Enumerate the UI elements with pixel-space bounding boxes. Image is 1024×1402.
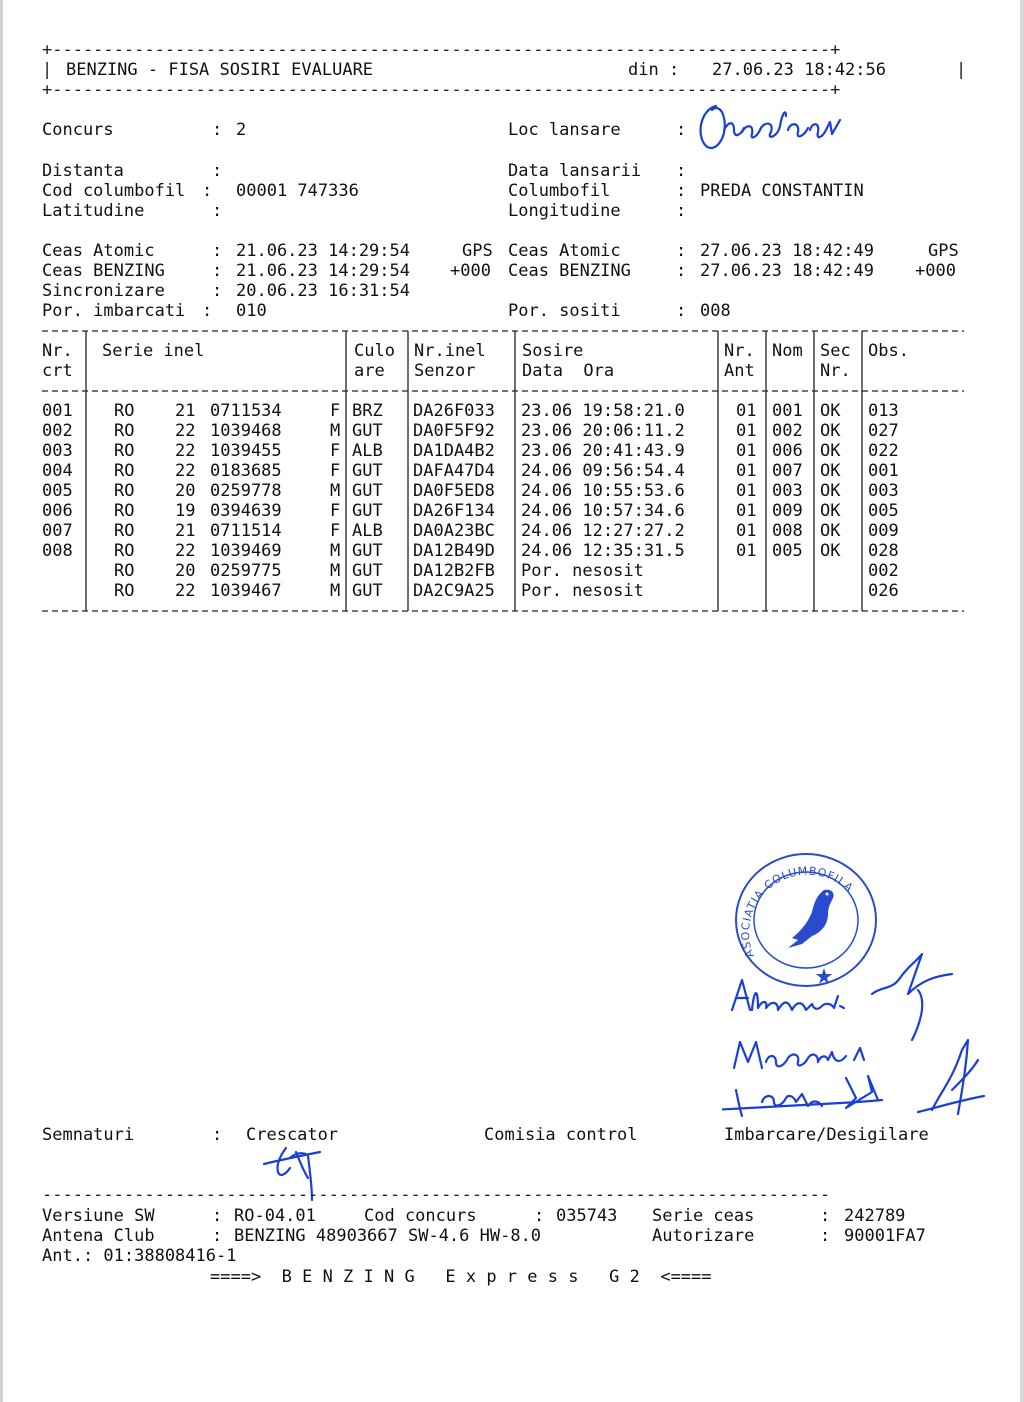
header-bottom-rule: +----------------------------------------------------------------------------+ — [42, 80, 841, 100]
row-arrival: 24.06 12:27:27.2 — [521, 521, 685, 541]
row-nom: 008 — [772, 521, 803, 541]
ceas-benzing-value-2: 27.06.23 18:42:49 — [700, 261, 874, 281]
row-sec: OK — [820, 541, 841, 561]
row-sensor: DA2C9A25 — [413, 581, 495, 601]
row-color: GUT — [352, 481, 383, 501]
header-top-rule: +----------------------------------------------------------------------------+ — [42, 40, 841, 60]
header-serie-inel: Serie inel — [102, 341, 205, 361]
serie-ceas-colon: : — [820, 1206, 831, 1226]
versiune-sw-colon: : — [212, 1206, 223, 1226]
row-color: GUT — [352, 541, 383, 561]
row-country: RO — [114, 521, 135, 541]
autorizare-value: 90001FA7 — [844, 1226, 926, 1246]
row-sex: M — [330, 561, 341, 581]
row-year: 21 — [175, 401, 196, 421]
cod-concurs-value: 035743 — [556, 1206, 618, 1226]
loc-lansare-label: Loc lansare — [508, 120, 621, 140]
loc-lansare-colon: : — [676, 120, 687, 140]
row-color: GUT — [352, 461, 383, 481]
row-nom: 006 — [772, 441, 803, 461]
row-antenna: 01 — [736, 401, 757, 421]
row-nom: 002 — [772, 421, 803, 441]
row-color: GUT — [352, 421, 383, 441]
row-antenna: 01 — [736, 481, 757, 501]
semnaturi-label: Semnaturi — [42, 1125, 135, 1145]
row-antenna: 01 — [736, 421, 757, 441]
ceas-atomic-value-1: 21.06.23 14:29:54 — [236, 241, 410, 261]
row-country: RO — [114, 421, 135, 441]
ceas-benzing-offset-2: +000 — [915, 261, 956, 281]
header-nr-2: crt — [42, 361, 73, 381]
row-sec: OK — [820, 401, 841, 421]
row-country: RO — [114, 461, 135, 481]
row-year: 22 — [175, 461, 196, 481]
header-culoare-2: are — [354, 361, 385, 381]
date-label: din : — [628, 60, 680, 80]
header-sosire-1: Sosire — [522, 341, 584, 361]
row-sex: F — [330, 521, 341, 541]
row-sensor: DA0F5ED8 — [413, 481, 495, 501]
row-country: RO — [114, 401, 135, 421]
row-ring-number: 1039467 — [210, 581, 282, 601]
row-arrival: Por. nesosit — [521, 581, 644, 601]
row-sex: F — [330, 461, 341, 481]
cod-concurs-label: Cod concurs — [364, 1206, 477, 1226]
por-sositi-label: Por. sositi — [508, 301, 621, 321]
row-obs: 003 — [868, 481, 899, 501]
longitudine-label: Longitudine — [508, 201, 621, 221]
row-nr: 005 — [42, 481, 73, 501]
sincronizare-colon: : — [212, 281, 223, 301]
date-value: 27.06.23 18:42:56 — [712, 60, 886, 80]
antena-club-value: BENZING 48903667 SW-4.6 HW-8.0 — [234, 1226, 542, 1246]
row-sensor: DA0F5F92 — [413, 421, 495, 441]
row-arrival: 23.06 20:41:43.9 — [521, 441, 685, 461]
row-country: RO — [114, 481, 135, 501]
row-year: 22 — [175, 421, 196, 441]
antena-club-colon: : — [212, 1226, 223, 1246]
row-ring-number: 0183685 — [210, 461, 282, 481]
autorizare-label: Autorizare — [652, 1226, 755, 1246]
stamp-text: ASOCIATIA COLUMBOFILA — [738, 864, 857, 960]
row-obs: 026 — [868, 581, 899, 601]
row-ring-number: 0259775 — [210, 561, 282, 581]
row-year: 22 — [175, 441, 196, 461]
versiune-sw-label: Versiune SW — [42, 1206, 155, 1226]
row-nom: 007 — [772, 461, 803, 481]
concurs-value: 2 — [236, 120, 247, 140]
row-obs: 005 — [868, 501, 899, 521]
loc-lansare-handwriting — [694, 100, 854, 154]
scan-edge-right — [1020, 0, 1024, 1402]
latitudine-label: Latitudine — [42, 201, 145, 221]
crescator-label: Crescator — [246, 1125, 339, 1145]
row-arrival: 24.06 10:57:34.6 — [521, 501, 685, 521]
row-sex: M — [330, 421, 341, 441]
ceas-atomic-colon-1: : — [212, 241, 223, 261]
header-nom: Nom — [772, 341, 803, 361]
row-obs: 009 — [868, 521, 899, 541]
row-arrival: 24.06 10:55:53.6 — [521, 481, 685, 501]
data-lansarii-label: Data lansarii — [508, 161, 642, 181]
row-year: 19 — [175, 501, 196, 521]
row-nom: 001 — [772, 401, 803, 421]
row-antenna: 01 — [736, 501, 757, 521]
row-obs: 002 — [868, 561, 899, 581]
row-sex: F — [330, 501, 341, 521]
row-sex: F — [330, 401, 341, 421]
row-nr: 003 — [42, 441, 73, 461]
ceas-benzing-offset-1: +000 — [450, 261, 491, 281]
header-sec-2: Nr. — [820, 361, 851, 381]
row-ring-number: 0394639 — [210, 501, 282, 521]
ceas-benzing-colon-1: : — [212, 261, 223, 281]
latitudine-colon: : — [212, 201, 223, 221]
row-nr: 008 — [42, 541, 73, 561]
por-imbarcati-label: Por. imbarcati — [42, 301, 186, 321]
commission-signatures — [722, 930, 992, 1130]
row-nom: 003 — [772, 481, 803, 501]
row-sex: M — [330, 481, 341, 501]
row-year: 20 — [175, 561, 196, 581]
row-sensor: DA12B2FB — [413, 561, 495, 581]
row-ring-number: 0711534 — [210, 401, 282, 421]
row-year: 22 — [175, 541, 196, 561]
row-country: RO — [114, 501, 135, 521]
row-sec: OK — [820, 421, 841, 441]
row-nom: 009 — [772, 501, 803, 521]
cod-concurs-colon: : — [534, 1206, 545, 1226]
row-antenna: 01 — [736, 441, 757, 461]
header-nr-1: Nr. — [42, 341, 73, 361]
row-arrival: 24.06 09:56:54.4 — [521, 461, 685, 481]
row-color: GUT — [352, 501, 383, 521]
row-sec: OK — [820, 481, 841, 501]
comisia-control-label: Comisia control — [484, 1125, 638, 1145]
columbofil-label: Columbofil — [508, 181, 611, 201]
header-senzor-1: Nr.inel — [414, 341, 486, 361]
distanta-label: Distanta — [42, 161, 124, 181]
ceas-atomic-src-2: GPS — [928, 241, 959, 261]
row-color: ALB — [352, 521, 383, 541]
imbarcare-desigilare-label: Imbarcare/Desigilare — [724, 1125, 929, 1145]
header-ant-1: Nr. — [724, 341, 755, 361]
row-country: RO — [114, 581, 135, 601]
concurs-label: Concurs — [42, 120, 114, 140]
document-title: BENZING - FISA SOSIRI EVALUARE — [66, 60, 374, 80]
row-arrival: 24.06 12:35:31.5 — [521, 541, 685, 561]
row-nr: 004 — [42, 461, 73, 481]
columbofil-colon: : — [676, 181, 687, 201]
por-sositi-value: 008 — [700, 301, 731, 321]
row-country: RO — [114, 541, 135, 561]
semnaturi-colon: : — [212, 1125, 223, 1145]
row-nr: 006 — [42, 501, 73, 521]
row-obs: 022 — [868, 441, 899, 461]
row-nr: 002 — [42, 421, 73, 441]
benzing-express-banner: ====> B E N Z I N G E x p r e s s G 2 <==== — [210, 1267, 712, 1287]
header-obs: Obs. — [868, 341, 909, 361]
header-senzor-2: Senzor — [414, 361, 476, 381]
row-antenna: 01 — [736, 541, 757, 561]
header-sec-1: Sec — [820, 341, 851, 361]
row-arrival: 23.06 19:58:21.0 — [521, 401, 685, 421]
sincronizare-value: 20.06.23 16:31:54 — [236, 281, 410, 301]
cod-columbofil-label: Cod columbofil — [42, 181, 186, 201]
cod-columbofil-value: 00001 747336 — [236, 181, 359, 201]
ceas-atomic-value-2: 27.06.23 18:42:49 — [700, 241, 874, 261]
row-sex: M — [330, 541, 341, 561]
header-ant-2: Ant — [724, 361, 755, 381]
row-year: 20 — [175, 481, 196, 501]
row-sec: OK — [820, 441, 841, 461]
row-obs: 001 — [868, 461, 899, 481]
row-sensor: DA12B49D — [413, 541, 495, 561]
ceas-benzing-value-1: 21.06.23 14:29:54 — [236, 261, 410, 281]
row-ring-number: 0711514 — [210, 521, 282, 541]
row-ring-number: 1039455 — [210, 441, 282, 461]
autorizare-colon: : — [820, 1226, 831, 1246]
serie-ceas-value: 242789 — [844, 1206, 906, 1226]
serie-ceas-label: Serie ceas — [652, 1206, 755, 1226]
ceas-benzing-colon-2: : — [676, 261, 687, 281]
row-country: RO — [114, 441, 135, 461]
row-arrival: Por. nesosit — [521, 561, 644, 581]
footer-top-rule: ----------------------------------------------------------------------------- — [42, 1185, 831, 1205]
por-imbarcati-value: 010 — [236, 301, 267, 321]
row-country: RO — [114, 561, 135, 581]
header-sosire-2: Data Ora — [522, 361, 615, 381]
row-ring-number: 0259778 — [210, 481, 282, 501]
header-left-bar: | — [42, 60, 53, 80]
ceas-atomic-colon-2: : — [676, 241, 687, 261]
row-obs: 028 — [868, 541, 899, 561]
row-nom: 005 — [772, 541, 803, 561]
row-sensor: DA26F134 — [413, 501, 495, 521]
row-obs: 013 — [868, 401, 899, 421]
ceas-atomic-src-1: GPS — [462, 241, 493, 261]
longitudine-colon: : — [676, 201, 687, 221]
por-imbarcati-colon: : — [202, 301, 213, 321]
row-sex: F — [330, 441, 341, 461]
cod-columbofil-colon: : — [202, 181, 213, 201]
por-sositi-colon: : — [676, 301, 687, 321]
row-color: ALB — [352, 441, 383, 461]
antena-club-label: Antena Club — [42, 1226, 155, 1246]
row-color: GUT — [352, 581, 383, 601]
header-right-bar: | — [956, 60, 967, 80]
row-ring-number: 1039469 — [210, 541, 282, 561]
distanta-colon: : — [212, 161, 223, 181]
row-ring-number: 1039468 — [210, 421, 282, 441]
row-year: 22 — [175, 581, 196, 601]
data-lansarii-colon: : — [676, 161, 687, 181]
row-color: BRZ — [352, 401, 383, 421]
row-color: GUT — [352, 561, 383, 581]
columbofil-value: PREDA CONSTANTIN — [700, 181, 864, 201]
ceas-benzing-label-1: Ceas BENZING — [42, 261, 165, 281]
row-sensor: DA1DA4B2 — [413, 441, 495, 461]
row-sex: M — [330, 581, 341, 601]
row-nr: 001 — [42, 401, 73, 421]
ceas-atomic-label-1: Ceas Atomic — [42, 241, 155, 261]
ceas-atomic-label-2: Ceas Atomic — [508, 241, 621, 261]
row-sensor: DA0A23BC — [413, 521, 495, 541]
row-sec: OK — [820, 461, 841, 481]
row-sensor: DA26F033 — [413, 401, 495, 421]
versiune-sw-value: RO-04.01 — [234, 1206, 316, 1226]
row-nr: 007 — [42, 521, 73, 541]
row-sensor: DAFA47D4 — [413, 461, 495, 481]
scan-edge-left — [0, 0, 3, 1402]
header-culoare-1: Culo — [354, 341, 395, 361]
row-sec: OK — [820, 521, 841, 541]
row-sec: OK — [820, 501, 841, 521]
row-year: 21 — [175, 521, 196, 541]
row-arrival: 23.06 20:06:11.2 — [521, 421, 685, 441]
row-antenna: 01 — [736, 461, 757, 481]
ceas-benzing-label-2: Ceas BENZING — [508, 261, 631, 281]
row-obs: 027 — [868, 421, 899, 441]
row-antenna: 01 — [736, 521, 757, 541]
antenna-id-line: Ant.: 01:38808416-1 — [42, 1246, 237, 1266]
sincronizare-label: Sincronizare — [42, 281, 165, 301]
concurs-colon: : — [212, 120, 223, 140]
